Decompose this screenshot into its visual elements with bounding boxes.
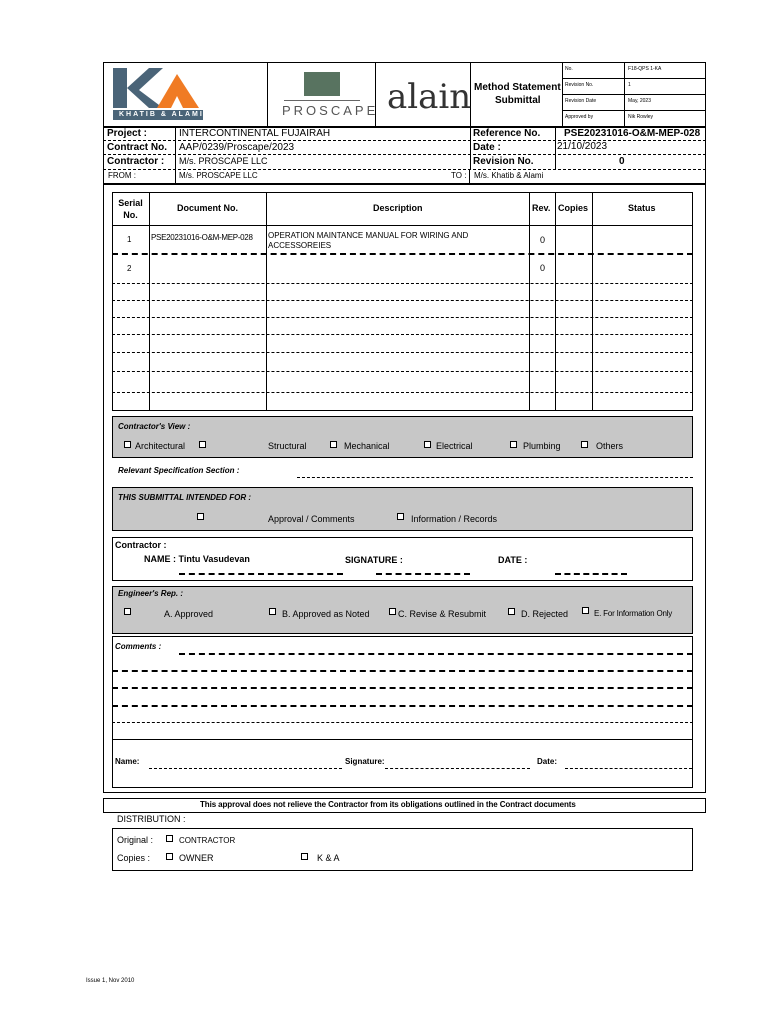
contract-label: Contract No. [107,142,167,153]
revision-label: Revision No. [473,156,534,167]
meta-rev-value: 1 [628,82,631,88]
project-value: INTERCONTINENTAL FUJAIRAH [179,128,331,139]
contract-value: AAP/0239/Proscape/2023 [179,142,295,153]
checkbox-mechanical[interactable] [330,441,337,448]
contractor-signature-label: SIGNATURE : [345,555,403,565]
meta-approved-label: Approved by [565,114,594,120]
header-copies: Copies [558,203,589,213]
contractors-view-title: Contractor's View : [118,422,191,431]
to-value: M/s. Khatib & Alami [474,171,544,180]
from-label: FROM : [108,171,136,180]
copies-label: Copies : [117,853,151,863]
ka-label: K & A [317,853,340,863]
contractor-sign-name: NAME : Tintu Vasudevan [144,554,250,564]
footer-signature-label: Signature: [345,757,385,766]
checkbox-information-records[interactable] [397,513,404,520]
row1-desc-line1: OPERATION MAINTANCE MANUAL FOR WIRING AND [268,231,469,240]
checkbox-others[interactable] [581,441,588,448]
comments-label: Comments : [115,642,162,651]
footer-name-label: Name: [115,757,140,766]
contractor-sign-label: Contractor : [115,540,167,550]
revise-resubmit-label: C. Revise & Resubmit [398,609,487,619]
alain-logo: alain [387,77,472,117]
header-rev: Rev. [532,203,551,213]
issue-label: Issue 1, Nov 2010 [86,978,135,984]
khatib-alami-logo [113,68,205,122]
header-description: Description [373,203,423,213]
option-plumbing: Plumbing [523,441,561,451]
rejected-label: D. Rejected [521,609,569,619]
checkbox-structural[interactable] [199,441,206,448]
reference-label: Reference No. [473,128,541,139]
row1-doc: PSE20231016-O&M-MEP-028 [151,233,253,242]
project-label: Project : [107,128,148,139]
header-document-no: Document No. [177,203,239,213]
row1-serial: 1 [127,235,132,244]
header-title-line2: Submittal [495,95,541,106]
header-title-line1: Method Statement [474,82,561,93]
approval-comments-label: Approval / Comments [268,514,355,524]
date-value: 21/10/2023 [557,141,608,152]
approved-label: A. Approved [164,609,214,619]
checkbox-architectural[interactable] [124,441,131,448]
from-value: M/s. PROSCAPE LLC [179,171,258,180]
approved-as-noted-label: B. Approved as Noted [282,609,370,619]
information-records-label: Information / Records [411,514,498,524]
meta-approved-value: Nik Rowley [628,114,654,120]
option-mechanical: Mechanical [344,441,390,451]
footer-date-label: Date: [537,757,558,766]
checkbox-owner[interactable] [166,853,173,860]
checkbox-information-only[interactable] [582,607,589,614]
disclaimer-text: This approval does not relieve the Contractor from its obligations outlined in the Contract documents [200,800,576,809]
proscape-label: PROSCAPE [282,103,379,118]
header-serial: Serial No. [118,198,143,220]
information-only-label: E. For Information Only [594,609,673,618]
header-status: Status [628,203,656,213]
engineer-rep-title: Engineer's Rep. : [118,589,184,598]
meta-rev-label: Revision No. [565,82,594,88]
contractor-date-label: DATE : [498,555,528,565]
meta-revdate-value: May, 2023 [628,98,651,104]
contractor-value: M/s. PROSCAPE LLC [179,156,268,166]
contractors-view-panel [112,416,693,458]
option-architectural: Architectural [135,441,186,451]
checkbox-plumbing[interactable] [510,441,517,448]
row1-desc-line2: ACCESSOREIES [268,241,332,250]
original-label: Original : [117,835,154,845]
distribution-box [112,828,693,871]
checkbox-approved[interactable] [124,608,131,615]
row2-serial: 2 [127,264,132,273]
meta-no-value: F18-QPS 1-KA [628,66,662,72]
to-label: TO : [451,171,467,180]
checkbox-contractor[interactable] [166,835,173,842]
row1-rev: 0 [540,235,546,245]
checkbox-approved-as-noted[interactable] [269,608,276,615]
meta-no-label: No. [565,66,573,72]
comments-box [112,636,693,788]
checkbox-electrical[interactable] [424,441,431,448]
revision-value: 0 [619,156,625,167]
checkbox-revise-resubmit[interactable] [389,608,396,615]
logo-text: KHATIB & ALAMI [119,111,204,118]
checkbox-approval-comments[interactable] [197,513,204,520]
meta-revdate-label: Revision Date [565,98,597,104]
distribution-label: DISTRIBUTION : [117,814,186,824]
option-others: Others [596,441,624,451]
checkbox-rejected[interactable] [508,608,515,615]
owner-label: OWNER [179,853,214,863]
contractor-label: Contractor : [107,156,165,167]
intended-for-title: THIS SUBMITTAL INTENDED FOR : [118,493,252,502]
reference-value: PSE20231016-O&M-MEP-028 [564,128,701,139]
checkbox-ka[interactable] [301,853,308,860]
date-label: Date : [473,142,501,153]
proscape-logo [280,70,379,122]
option-electrical: Electrical [436,441,473,451]
spec-section-label: Relevant Specification Section : [118,466,240,475]
row2-rev: 0 [540,263,546,273]
contractor-dist-label: CONTRACTOR [179,836,236,845]
option-structural: Structural [268,441,307,451]
